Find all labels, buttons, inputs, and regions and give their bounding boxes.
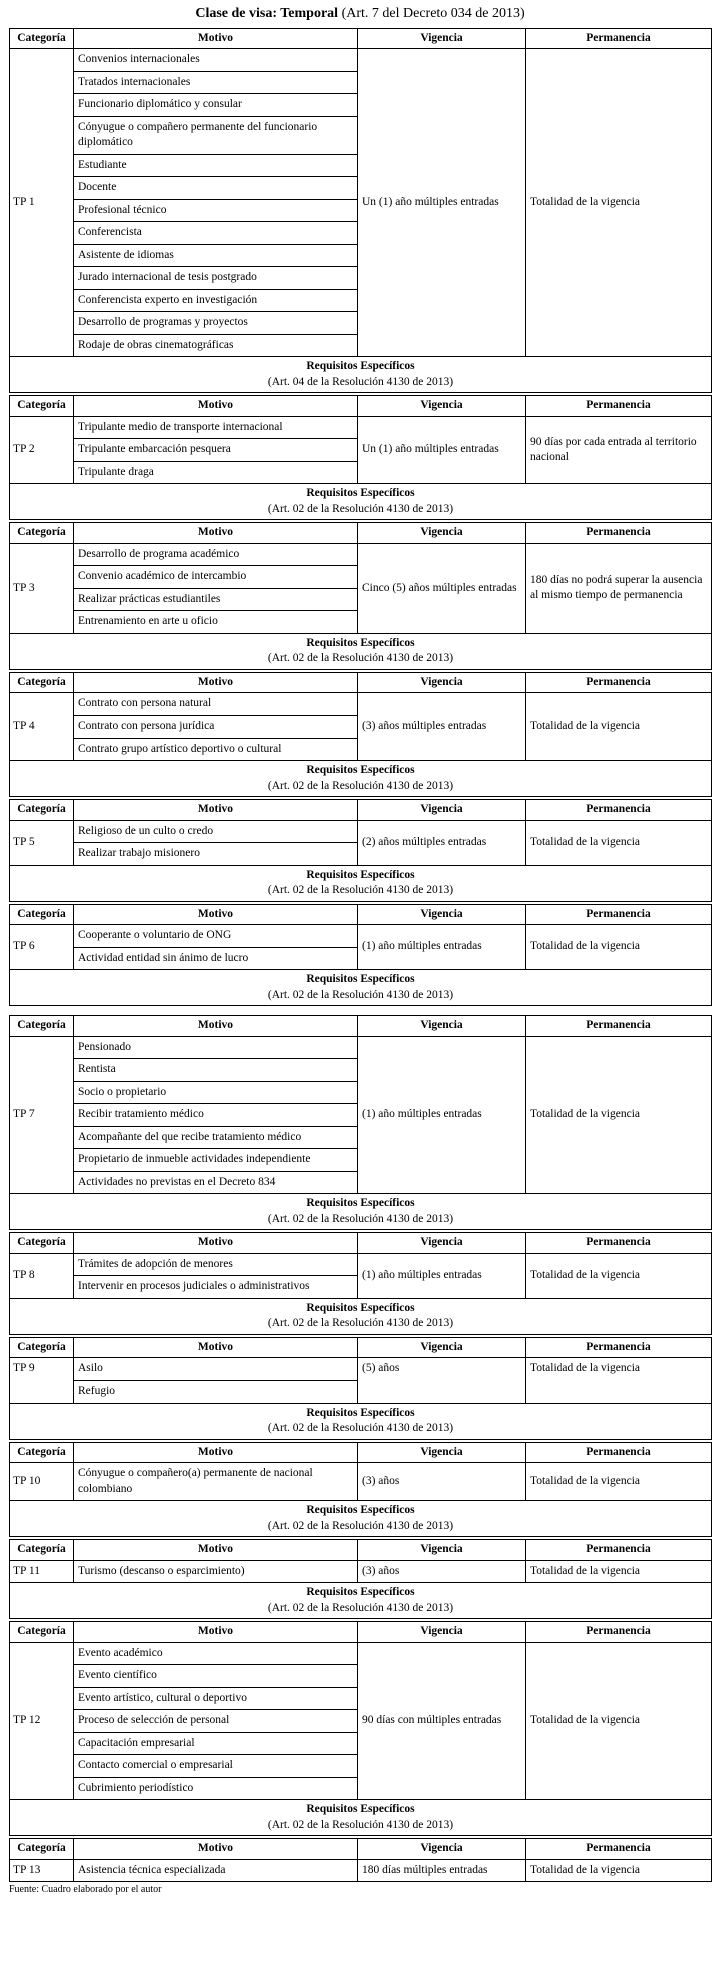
requisitos-article: (Art. 02 de la Resolución 4130 de 2013) <box>267 652 454 665</box>
visa-section-tp6 <box>9 904 712 1007</box>
requisitos-label: Requisitos Específicos <box>306 1406 415 1419</box>
permanencia-cell: Totalidad de la vigencia <box>526 49 712 357</box>
column-header: Motivo <box>74 28 358 49</box>
column-header: Permanencia <box>526 800 712 821</box>
motivo-cell: Proceso de selección de personal <box>74 1710 358 1733</box>
vigencia-cell: (3) años múltiples entradas <box>358 693 526 761</box>
vigencia-cell: (2) años múltiples entradas <box>358 820 526 865</box>
visa-section-tp9 <box>9 1337 712 1440</box>
header-row <box>10 28 712 49</box>
header-row <box>10 1839 712 1860</box>
motivo-row <box>10 1036 712 1059</box>
header-row <box>10 1337 712 1358</box>
requisitos-article: (Art. 02 de la Resolución 4130 de 2013) <box>267 502 454 515</box>
vigencia-cell: Un (1) año múltiples entradas <box>358 416 526 484</box>
visa-section-tp4 <box>9 672 712 797</box>
requisitos-cell <box>10 1800 712 1836</box>
requisitos-article: (Art. 04 de la Resolución 4130 de 2013) <box>267 375 454 388</box>
requisitos-article: (Art. 02 de la Resolución 4130 de 2013) <box>267 988 454 1001</box>
motivo-cell: Contrato con persona jurídica <box>74 716 358 739</box>
requisitos-label: Requisitos Específicos <box>306 1197 415 1210</box>
table-title-bold: Clase de visa: Temporal <box>195 6 339 21</box>
vigencia-cell: Cinco (5) años múltiples entradas <box>358 543 526 633</box>
requisitos-cell <box>10 865 712 901</box>
requisitos-row <box>10 1583 712 1619</box>
motivo-cell: Pensionado <box>74 1036 358 1059</box>
motivo-row <box>10 1463 712 1501</box>
category-cell: TP 1 <box>10 49 74 357</box>
column-header: Vigencia <box>358 904 526 925</box>
motivo-cell: Religioso de un culto o credo <box>74 820 358 843</box>
requisitos-label: Requisitos Específicos <box>306 360 415 373</box>
motivo-cell: Estudiante <box>74 154 358 177</box>
vigencia-cell: (3) años <box>358 1560 526 1583</box>
motivo-cell: Conferencista experto en investigación <box>74 289 358 312</box>
category-cell: TP 7 <box>10 1036 74 1194</box>
motivo-cell: Acompañante del que recibe tratamiento médico <box>74 1126 358 1149</box>
permanencia-cell: Totalidad de la vigencia <box>526 925 712 970</box>
motivo-cell: Evento artístico, cultural o deportivo <box>74 1687 358 1710</box>
motivo-cell: Recibir tratamiento médico <box>74 1104 358 1127</box>
motivo-cell: Tripulante medio de transporte internacional <box>74 416 358 439</box>
column-header: Permanencia <box>526 1622 712 1643</box>
column-header: Motivo <box>74 396 358 417</box>
header-row <box>10 800 712 821</box>
column-header: Motivo <box>74 1540 358 1561</box>
category-cell: TP 5 <box>10 820 74 865</box>
column-header: Vigencia <box>358 523 526 544</box>
motivo-cell: Entrenamiento en arte u oficio <box>74 611 358 634</box>
requisitos-row <box>10 484 712 520</box>
header-row <box>10 523 712 544</box>
column-header: Categoría <box>10 800 74 821</box>
column-header: Vigencia <box>358 28 526 49</box>
motivo-cell: Tratados internacionales <box>74 71 358 94</box>
motivo-cell: Propietario de inmueble actividades independiente <box>74 1149 358 1172</box>
vigencia-cell: 90 días con múltiples entradas <box>358 1642 526 1800</box>
permanencia-cell: Totalidad de la vigencia <box>526 1560 712 1583</box>
column-header: Categoría <box>10 523 74 544</box>
motivo-cell: Docente <box>74 177 358 200</box>
requisitos-article: (Art. 02 de la Resolución 4130 de 2013) <box>267 1212 454 1225</box>
header-row <box>10 1233 712 1254</box>
visa-section-tp5 <box>9 799 712 902</box>
column-header: Motivo <box>74 800 358 821</box>
table-title-article: (Art. 7 del Decreto 034 de 2013) <box>338 6 525 21</box>
motivo-row <box>10 49 712 72</box>
requisitos-cell <box>10 970 712 1006</box>
motivo-cell: Profesional técnico <box>74 199 358 222</box>
column-header: Motivo <box>74 1016 358 1037</box>
motivo-cell: Cónyugue o compañero(a) permanente de nacional colombiano <box>74 1463 358 1501</box>
requisitos-cell <box>10 761 712 797</box>
column-header: Categoría <box>10 672 74 693</box>
vigencia-cell: (5) años <box>358 1358 526 1403</box>
visa-section-tp2 <box>9 395 712 520</box>
motivo-cell: Contrato grupo artístico deportivo o cultural <box>74 738 358 761</box>
motivo-row <box>10 1859 712 1882</box>
category-cell: TP 8 <box>10 1253 74 1298</box>
requisitos-row <box>10 1403 712 1439</box>
column-header: Motivo <box>74 672 358 693</box>
motivo-cell: Asistencia técnica especializada <box>74 1859 358 1882</box>
column-header: Categoría <box>10 1540 74 1561</box>
motivo-cell: Cubrimiento periodístico <box>74 1777 358 1800</box>
header-row <box>10 1442 712 1463</box>
requisitos-cell <box>10 633 712 669</box>
motivo-cell: Trámites de adopción de menores <box>74 1253 358 1276</box>
requisitos-cell <box>10 1403 712 1439</box>
column-header: Categoría <box>10 28 74 49</box>
column-header: Categoría <box>10 1337 74 1358</box>
requisitos-label: Requisitos Específicos <box>306 1803 415 1816</box>
visa-section-tp3 <box>9 522 712 670</box>
column-header: Motivo <box>74 1622 358 1643</box>
motivo-row <box>10 693 712 716</box>
motivo-cell: Rodaje de obras cinematográficas <box>74 334 358 357</box>
requisitos-cell <box>10 357 712 393</box>
requisitos-label: Requisitos Específicos <box>306 868 415 881</box>
visa-section-tp12 <box>9 1621 712 1836</box>
column-header: Motivo <box>74 1233 358 1254</box>
visa-section-tp11 <box>9 1539 712 1619</box>
motivo-cell: Convenio académico de intercambio <box>74 566 358 589</box>
requisitos-article: (Art. 02 de la Resolución 4130 de 2013) <box>267 1422 454 1435</box>
motivo-cell: Jurado internacional de tesis postgrado <box>74 267 358 290</box>
requisitos-cell <box>10 1194 712 1230</box>
permanencia-cell: Totalidad de la vigencia <box>526 1036 712 1194</box>
requisitos-row <box>10 1800 712 1836</box>
requisitos-label: Requisitos Específicos <box>306 636 415 649</box>
motivo-row <box>10 543 712 566</box>
motivo-cell: Contacto comercial o empresarial <box>74 1755 358 1778</box>
header-row <box>10 1016 712 1037</box>
motivo-cell: Desarrollo de programas y proyectos <box>74 312 358 335</box>
category-cell: TP 11 <box>10 1560 74 1583</box>
motivo-cell: Conferencista <box>74 222 358 245</box>
column-header: Categoría <box>10 1839 74 1860</box>
vigencia-cell: (1) año múltiples entradas <box>358 1036 526 1194</box>
header-row <box>10 1622 712 1643</box>
column-header: Permanencia <box>526 1442 712 1463</box>
requisitos-row <box>10 970 712 1006</box>
requisitos-row <box>10 1194 712 1230</box>
column-header: Categoría <box>10 904 74 925</box>
requisitos-label: Requisitos Específicos <box>306 1301 415 1314</box>
column-header: Permanencia <box>526 396 712 417</box>
header-row <box>10 396 712 417</box>
permanencia-cell: Totalidad de la vigencia <box>526 1642 712 1800</box>
requisitos-label: Requisitos Específicos <box>306 1586 415 1599</box>
requisitos-article: (Art. 02 de la Resolución 4130 de 2013) <box>267 779 454 792</box>
category-cell: TP 13 <box>10 1859 74 1882</box>
requisitos-cell <box>10 1583 712 1619</box>
column-header: Permanencia <box>526 1839 712 1860</box>
permanencia-cell: Totalidad de la vigencia <box>526 1463 712 1501</box>
category-cell: TP 12 <box>10 1642 74 1800</box>
motivo-row <box>10 416 712 439</box>
motivo-cell: Refugio <box>74 1380 358 1403</box>
requisitos-row <box>10 865 712 901</box>
column-header: Motivo <box>74 1337 358 1358</box>
requisitos-label: Requisitos Específicos <box>306 764 415 777</box>
permanencia-cell: Totalidad de la vigencia <box>526 1253 712 1298</box>
motivo-row <box>10 1253 712 1276</box>
permanencia-cell: 90 días por cada entrada al territorio nacional <box>526 416 712 484</box>
motivo-cell: Desarrollo de programa académico <box>74 543 358 566</box>
motivo-cell: Contrato con persona natural <box>74 693 358 716</box>
motivo-cell: Funcionario diplomático y consular <box>74 94 358 117</box>
column-header: Motivo <box>74 523 358 544</box>
permanencia-cell: 180 días no podrá superar la ausencia al mismo tiempo de permanencia <box>526 543 712 633</box>
column-header: Categoría <box>10 1622 74 1643</box>
motivo-cell: Capacitación empresarial <box>74 1732 358 1755</box>
requisitos-label: Requisitos Específicos <box>306 487 415 500</box>
requisitos-cell <box>10 1298 712 1334</box>
motivo-cell: Turismo (descanso o esparcimiento) <box>74 1560 358 1583</box>
requisitos-row <box>10 1501 712 1537</box>
motivo-cell: Asistente de idiomas <box>74 244 358 267</box>
motivo-cell: Asilo <box>74 1358 358 1381</box>
requisitos-article: (Art. 02 de la Resolución 4130 de 2013) <box>267 1317 454 1330</box>
header-row <box>10 672 712 693</box>
header-row <box>10 1540 712 1561</box>
vigencia-cell: (1) año múltiples entradas <box>358 1253 526 1298</box>
column-header: Vigencia <box>358 1337 526 1358</box>
motivo-row <box>10 820 712 843</box>
table-title <box>9 5 711 23</box>
visa-section-tp8 <box>9 1232 712 1335</box>
requisitos-cell <box>10 484 712 520</box>
permanencia-cell: Totalidad de la vigencia <box>526 820 712 865</box>
category-cell: TP 3 <box>10 543 74 633</box>
category-cell: TP 6 <box>10 925 74 970</box>
column-header: Vigencia <box>358 1839 526 1860</box>
permanencia-cell: Totalidad de la vigencia <box>526 1859 712 1882</box>
category-cell: TP 4 <box>10 693 74 761</box>
header-row <box>10 904 712 925</box>
vigencia-cell: 180 días múltiples entradas <box>358 1859 526 1882</box>
motivo-cell: Tripulante embarcación pesquera <box>74 439 358 462</box>
requisitos-row <box>10 633 712 669</box>
column-header: Permanencia <box>526 523 712 544</box>
permanencia-cell: Totalidad de la vigencia <box>526 693 712 761</box>
requisitos-row <box>10 761 712 797</box>
column-header: Categoría <box>10 396 74 417</box>
motivo-cell: Socio o propietario <box>74 1081 358 1104</box>
motivo-cell: Rentista <box>74 1059 358 1082</box>
category-cell: TP 9 <box>10 1358 74 1403</box>
motivo-cell: Actividades no previstas en el Decreto 834 <box>74 1171 358 1194</box>
motivo-cell: Evento académico <box>74 1642 358 1665</box>
category-cell: TP 10 <box>10 1463 74 1501</box>
visa-section-tp13 <box>9 1838 712 1882</box>
requisitos-cell <box>10 1501 712 1537</box>
column-header: Categoría <box>10 1442 74 1463</box>
motivo-cell: Evento científico <box>74 1665 358 1688</box>
column-header: Permanencia <box>526 1337 712 1358</box>
permanencia-cell: Totalidad de la vigencia <box>526 1358 712 1403</box>
column-header: Permanencia <box>526 1233 712 1254</box>
motivo-cell: Tripulante draga <box>74 461 358 484</box>
column-header: Vigencia <box>358 1016 526 1037</box>
visa-section-tp7 <box>9 1015 712 1230</box>
motivo-cell: Cónyugue o compañero permanente del funcionario diplomático <box>74 116 358 154</box>
motivo-cell: Cooperante o voluntario de ONG <box>74 925 358 948</box>
column-header: Vigencia <box>358 1622 526 1643</box>
column-header: Vigencia <box>358 672 526 693</box>
motivo-row <box>10 1642 712 1665</box>
source-note: Fuente: Cuadro elaborado por el autor <box>9 1884 162 1896</box>
visa-section-tp1 <box>9 28 712 394</box>
column-header: Permanencia <box>526 1540 712 1561</box>
requisitos-row <box>10 357 712 393</box>
column-header: Vigencia <box>358 396 526 417</box>
requisitos-article: (Art. 02 de la Resolución 4130 de 2013) <box>267 1601 454 1614</box>
requisitos-label: Requisitos Específicos <box>306 1504 415 1517</box>
column-header: Permanencia <box>526 672 712 693</box>
visa-section-tp10 <box>9 1442 712 1538</box>
requisitos-article: (Art. 02 de la Resolución 4130 de 2013) <box>267 884 454 897</box>
column-header: Categoría <box>10 1233 74 1254</box>
vigencia-cell: (1) año múltiples entradas <box>358 925 526 970</box>
column-header: Vigencia <box>358 1540 526 1561</box>
column-header: Categoría <box>10 1016 74 1037</box>
motivo-cell: Actividad entidad sin ánimo de lucro <box>74 947 358 970</box>
category-cell: TP 2 <box>10 416 74 484</box>
motivo-row <box>10 1560 712 1583</box>
motivo-row <box>10 1358 712 1381</box>
column-header: Permanencia <box>526 1016 712 1037</box>
column-header: Vigencia <box>358 800 526 821</box>
requisitos-row <box>10 1298 712 1334</box>
motivo-cell: Realizar prácticas estudiantiles <box>74 588 358 611</box>
motivo-cell: Convenios internacionales <box>74 49 358 72</box>
motivo-row <box>10 925 712 948</box>
motivo-cell: Intervenir en procesos judiciales o administrativos <box>74 1276 358 1299</box>
column-header: Motivo <box>74 904 358 925</box>
column-header: Permanencia <box>526 28 712 49</box>
vigencia-cell: Un (1) año múltiples entradas <box>358 49 526 357</box>
vigencia-cell: (3) años <box>358 1463 526 1501</box>
motivo-cell: Realizar trabajo misionero <box>74 843 358 866</box>
column-header: Permanencia <box>526 904 712 925</box>
column-header: Vigencia <box>358 1442 526 1463</box>
requisitos-article: (Art. 02 de la Resolución 4130 de 2013) <box>267 1519 454 1532</box>
requisitos-article: (Art. 02 de la Resolución 4130 de 2013) <box>267 1818 454 1831</box>
visa-tables-container <box>9 28 711 1883</box>
requisitos-label: Requisitos Específicos <box>306 973 415 986</box>
column-header: Motivo <box>74 1442 358 1463</box>
column-header: Vigencia <box>358 1233 526 1254</box>
column-header: Motivo <box>74 1839 358 1860</box>
